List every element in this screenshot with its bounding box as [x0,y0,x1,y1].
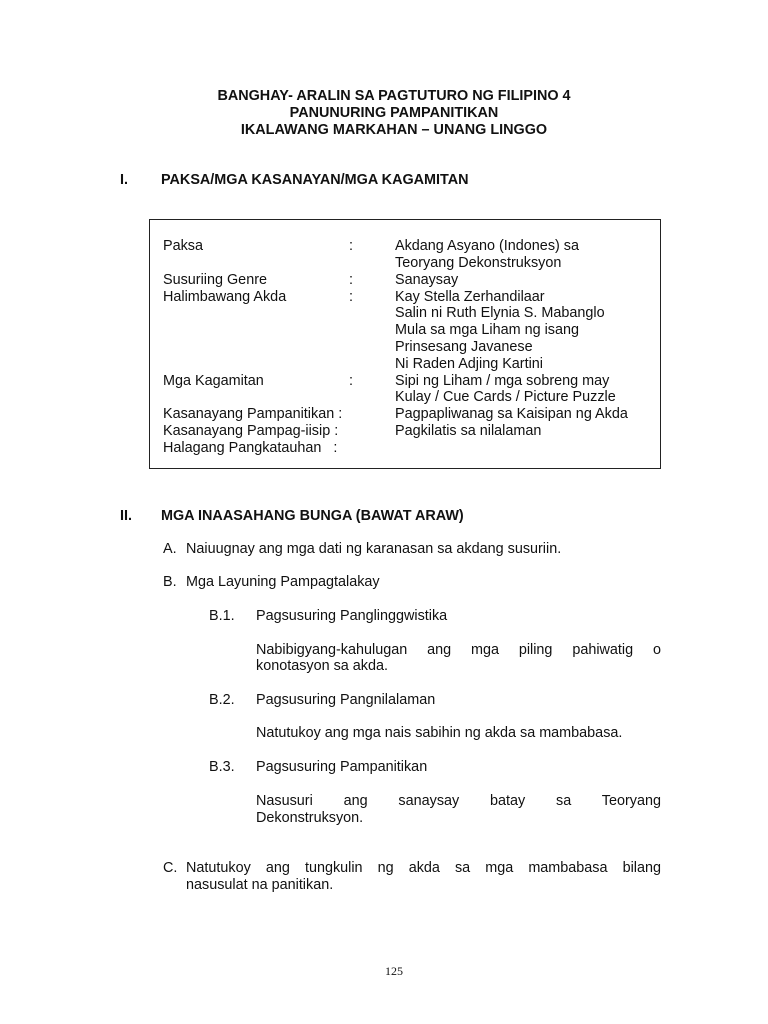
sub-item-b2-number: B.2. [209,692,235,708]
item-b-letter: B. [163,574,177,590]
info-value-kasanayang-pampanitikan: Pagpapliwanag sa Kaisipan ng Akda [395,406,628,422]
info-value-akda-line5: Ni Raden Adjing Kartini [395,356,543,372]
document-title-line1: BANGHAY- ARALIN SA PAGTUTURO NG FILIPINO 4 [217,88,571,104]
info-colon: : [349,238,353,254]
info-value-kagamitan-line2: Kulay / Cue Cards / Picture Puzzle [395,389,616,405]
info-label-halagang-pangkatauhan: Halagang Pangkatauhan : [163,440,338,456]
info-value-kasanayang-pampag-iisip: Pagkilatis sa nilalaman [395,423,542,439]
section-2-title: MGA INAASAHANG BUNGA (BAWAT ARAW) [161,508,464,524]
info-label-paksa: Paksa [163,238,203,254]
page-number: 125 [385,964,403,978]
section-2-number: II. [120,508,132,524]
sub-item-b2-title: Pagsusuring Pangnilalaman [256,692,436,708]
sub-item-b2-desc-line1: Natutukoy ang mga nais sabihin ng akda sa mambabasa. [256,725,623,741]
document-title-line2: PANUNURING PAMPANITIKAN [289,105,499,121]
sub-item-b3-number: B.3. [209,759,235,775]
sub-item-b1-number: B.1. [209,608,235,624]
sub-item-b3-title: Pagsusuring Pampanitikan [256,759,428,775]
info-label-kagamitan: Mga Kagamitan [163,373,264,389]
info-value-genre: Sanaysay [395,272,459,288]
info-colon: : [349,289,353,305]
item-c-letter: C. [163,860,178,876]
section-1-number: I. [120,172,128,188]
info-colon: : [349,272,353,288]
item-a-letter: A. [163,541,177,557]
sub-item-b3-desc-line1: Nasusuri ang sanaysay batay sa Teoryang [256,793,661,809]
info-colon: : [349,373,353,389]
section-1-title: PAKSA/MGA KASANAYAN/MGA KAGAMITAN [161,172,469,188]
info-label-genre: Susuriing Genre [163,272,267,288]
info-label-akda: Halimbawang Akda [163,289,287,305]
sub-item-b1-desc-line2: konotasyon sa akda. [256,658,389,674]
item-c-text-line2: nasusulat na panitikan. [186,877,334,893]
item-c-text-line1: Natutukoy ang tungkulin ng akda sa mga mambabasa bilang [186,860,661,876]
info-value-akda-line2: Salin ni Ruth Elynia S. Mabanglo [395,305,605,321]
info-label-kasanayang-pampanitikan: Kasanayang Pampanitikan : [163,406,343,422]
info-value-akda-line3: Mula sa mga Liham ng isang [395,322,579,338]
info-label-kasanayang-pampag-iisip: Kasanayang Pampag-iisip : [163,423,339,439]
document-title-line3: IKALAWANG MARKAHAN – UNANG LINGGO [240,122,548,138]
info-value-paksa-line1: Akdang Asyano (Indones) sa [395,238,580,254]
info-value-kagamitan-line1: Sipi ng Liham / mga sobreng may [395,373,610,389]
info-value-paksa-line2: Teoryang Dekonstruksyon [395,255,562,271]
info-value-akda-line4: Prinsesang Javanese [395,339,533,355]
sub-item-b1-desc-line1: Nabibigyang-kahulugan ang mga piling pahiwatig o [256,642,661,658]
item-b-text: Mga Layuning Pampagtalakay [186,574,380,590]
info-value-akda-line1: Kay Stella Zerhandilaar [395,289,545,305]
sub-item-b3-desc-line2: Dekonstruksyon. [256,810,364,826]
item-a-text: Naiuugnay ang mga dati ng karanasan sa akdang susuriin. [186,541,562,557]
sub-item-b1-title: Pagsusuring Panglinggwistika [256,608,448,624]
